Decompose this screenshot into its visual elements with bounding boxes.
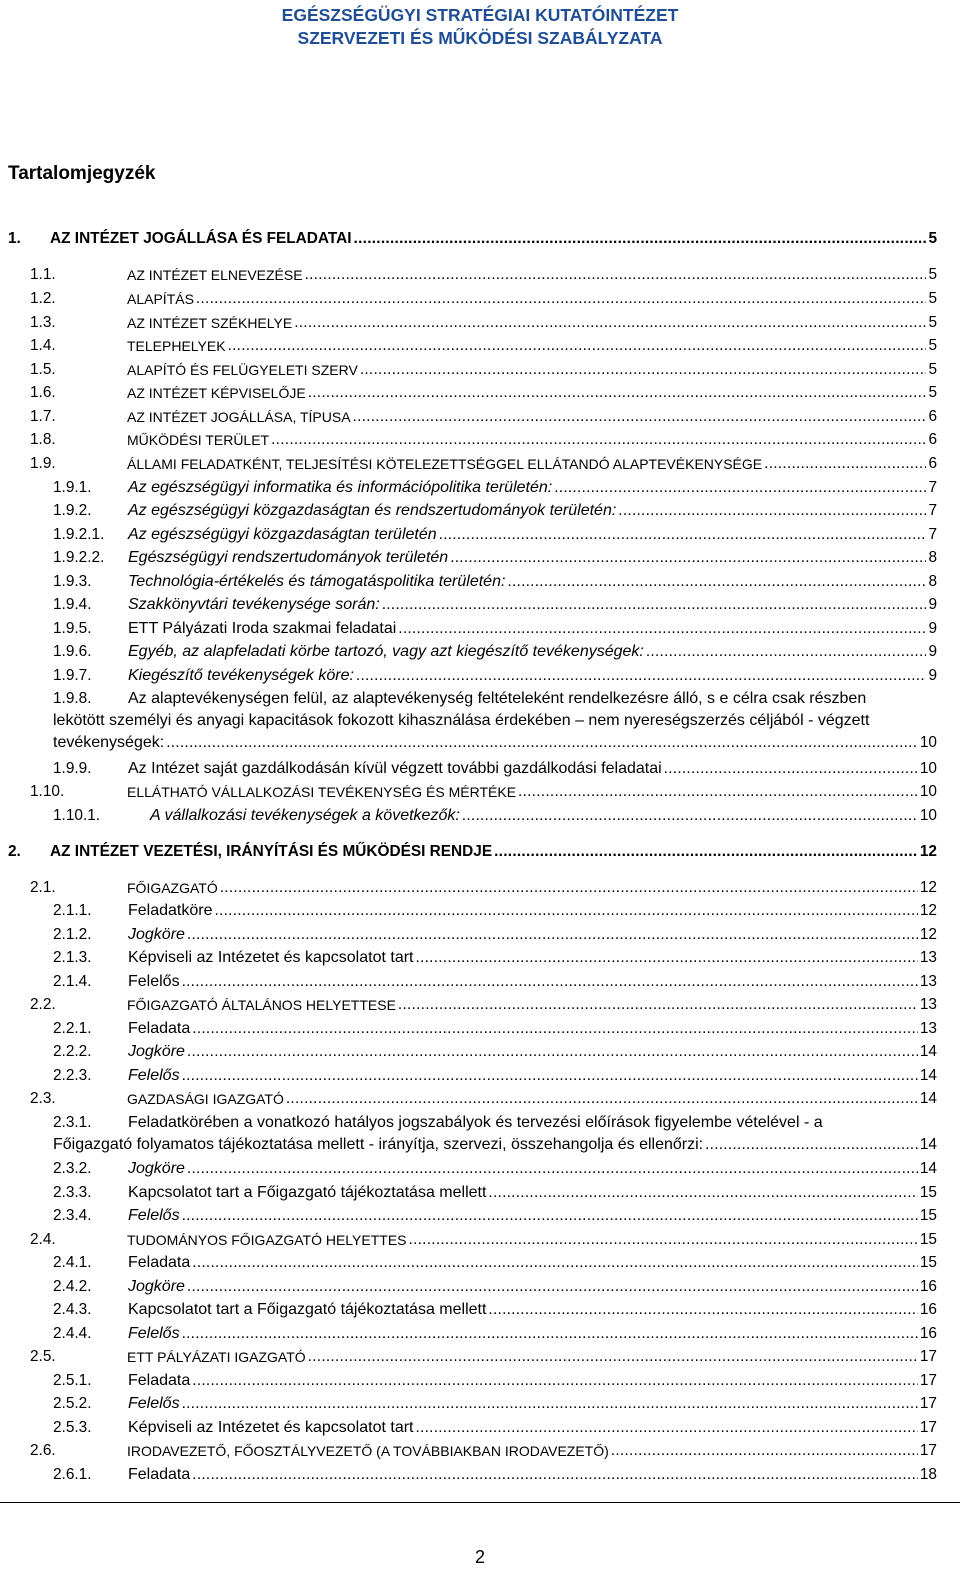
toc-entry-page: 12 — [919, 902, 937, 919]
toc-entry[interactable] — [53, 924, 937, 946]
toc-entry-page: 15 — [919, 1254, 937, 1271]
toc-entry-page: 6 — [928, 408, 937, 425]
toc-entry-page: 10 — [919, 783, 937, 800]
toc-leader-dots — [611, 1440, 918, 1462]
toc-leader-dots — [192, 1252, 918, 1274]
toc-entry-number: 1.1. — [30, 266, 56, 283]
toc-leader-dots — [187, 1041, 918, 1063]
toc-entry[interactable] — [8, 228, 937, 250]
toc-entry-number: 1.9.1. — [53, 479, 92, 496]
toc-entry[interactable] — [30, 264, 937, 286]
toc-entry-number: 1.10.1. — [53, 807, 101, 824]
toc-entry-text: Főigazgató folyamatos tájékoztatása mellett - irányítja, szervezi, összehangolja és ellenőrzi: — [53, 1136, 704, 1153]
toc-entry-page: 13 — [919, 996, 937, 1013]
toc-entry-page: 5 — [928, 290, 937, 307]
toc-entry-text: MŰKÖDÉSI TERÜLET — [127, 432, 270, 448]
toc-entry[interactable] — [30, 382, 937, 404]
page-number: 2 — [474, 1547, 485, 1567]
toc-entry-text: Kiegészítő tevékenységek köre: — [128, 667, 354, 684]
toc-leader-dots — [271, 429, 926, 451]
toc-leader-dots — [228, 335, 927, 357]
toc-entry-number: 2.1. — [30, 879, 56, 896]
toc-leader-dots — [187, 1276, 918, 1298]
toc-leader-dots — [182, 1065, 918, 1087]
toc-entry-text: Technológia-értékelés és támogatáspolitika területén: — [128, 573, 506, 590]
toc-entry-page: 16 — [919, 1325, 937, 1342]
toc-entry-number: 2.1.1. — [53, 902, 92, 919]
toc-entry-number: 2.4.1. — [53, 1254, 92, 1271]
toc-entry-text: Képviseli az Intézetet és kapcsolatot tart — [128, 949, 414, 966]
toc-entry[interactable] — [53, 1464, 937, 1486]
toc-entry-number: 1.9.2. — [53, 502, 92, 519]
toc-entry-number: 2.2.3. — [53, 1067, 92, 1084]
toc-entry-text: Feladata — [128, 1254, 191, 1271]
toc-entry[interactable] — [53, 1252, 937, 1274]
toc-entry-text: Az egészségügyi közgazdaságtan területén — [128, 526, 437, 543]
toc-entry-page: 12 — [919, 879, 937, 896]
toc-entry[interactable] — [53, 947, 937, 969]
toc-leader-dots — [646, 641, 927, 663]
toc-leader-dots — [488, 1182, 917, 1204]
toc-entry-page: 17 — [919, 1419, 937, 1436]
toc-entry-page: 17 — [919, 1442, 937, 1459]
toc-entry[interactable] — [30, 1088, 937, 1110]
toc-entry-page: 15 — [919, 1207, 937, 1224]
toc-entry[interactable] — [53, 524, 937, 546]
toc-entry-number: 1.9.8. — [53, 690, 92, 707]
toc-entry[interactable] — [53, 1158, 937, 1180]
toc-entry-text: Feladata — [128, 1372, 191, 1389]
toc-entry-text: AZ INTÉZET JOGÁLLÁSA ÉS FELADATAI — [50, 230, 352, 247]
toc-entry-page: 7 — [928, 502, 937, 519]
toc-entry-text: Szakkönyvtári tevékenysége során: — [128, 596, 380, 613]
toc-leader-dots — [182, 971, 918, 993]
toc-entry-text: Kapcsolatot tart a Főigazgató tájékoztatása mellett — [128, 1184, 487, 1201]
toc-leader-dots — [220, 877, 918, 899]
toc-entry[interactable] — [53, 1018, 937, 1040]
toc-leader-dots — [705, 1134, 918, 1156]
toc-leader-dots — [196, 288, 927, 310]
toc-leader-dots — [415, 947, 917, 969]
toc-entry-number: 1.3. — [30, 314, 56, 331]
toc-leader-dots — [507, 571, 926, 593]
toc-entry-number: 1.9.2.2. — [53, 549, 105, 566]
toc-entry-text: AZ INTÉZET ELNEVEZÉSE — [127, 267, 303, 283]
toc-entry-page: 18 — [919, 1466, 937, 1483]
toc-entry-page: 10 — [919, 734, 937, 751]
toc-entry-text: Feladatköre — [128, 902, 213, 919]
toc-entry-number: 2.6.1. — [53, 1466, 92, 1483]
header-line-1: EGÉSZSÉGÜGYI STRATÉGIAI KUTATÓINTÉZET — [281, 5, 679, 25]
toc-leader-dots — [166, 732, 918, 754]
toc-entry-number: 2.3.1. — [53, 1114, 92, 1131]
toc-entry[interactable] — [53, 1205, 937, 1227]
toc-entry-page: 9 — [928, 667, 937, 684]
toc-leader-dots — [439, 524, 927, 546]
toc-entry[interactable] — [30, 781, 937, 803]
toc-leader-dots — [187, 924, 918, 946]
toc-entry[interactable] — [53, 1370, 937, 1392]
toc-leader-dots — [518, 781, 918, 803]
toc-entry-page: 9 — [928, 596, 937, 613]
toc-entry[interactable] — [53, 1182, 937, 1204]
toc-entry-text: Jogköre — [128, 926, 185, 943]
toc-entry-page: 5 — [928, 314, 937, 331]
toc-entry[interactable] — [53, 971, 937, 993]
toc-entry-text: Jogköre — [128, 1160, 185, 1177]
toc-entry-number: 1.9.5. — [53, 620, 92, 637]
toc-entry-number: 1.7. — [30, 408, 56, 425]
toc-entry-number: 1.9.6. — [53, 643, 92, 660]
toc-entry-number: 2.1.2. — [53, 926, 92, 943]
toc-entry-number: 1.9.2.1. — [53, 526, 105, 543]
toc-entry[interactable] — [30, 335, 937, 357]
toc-entry-page: 9 — [928, 620, 937, 637]
toc-entry-text: ALAPÍTÁS — [127, 291, 194, 307]
toc-entry-page: 6 — [928, 455, 937, 472]
toc-entry-page: 7 — [928, 526, 937, 543]
toc-entry-text: Képviseli az Intézetet és kapcsolatot tart — [128, 1419, 414, 1436]
footer-divider — [0, 1502, 960, 1503]
toc-entry-text: Felelős — [128, 1325, 180, 1342]
toc-entry-number: 2.2.1. — [53, 1020, 92, 1037]
toc-entry-text: FŐIGAZGATÓ — [127, 880, 218, 896]
toc-entry-text: ALAPÍTÓ ÉS FELÜGYELETI SZERV — [127, 362, 358, 378]
toc-entry[interactable] — [30, 994, 937, 1016]
toc-entry-page: 17 — [919, 1395, 937, 1412]
toc-entry-page: 14 — [919, 1160, 937, 1177]
toc-entry-text: Felelős — [128, 1207, 180, 1224]
toc-entry-page: 10 — [919, 807, 937, 824]
toc-entry-number: 2.3. — [30, 1090, 56, 1107]
toc-leader-dots — [415, 1417, 917, 1439]
toc-entry-text: IRODAVEZETŐ, FŐOSZTÁLYVEZETŐ (A TOVÁBBIAKBAN IRODAVEZETŐ) — [127, 1443, 609, 1459]
toc-leader-dots — [450, 547, 926, 569]
toc-entry[interactable] — [53, 618, 937, 640]
toc-entry-number: 1. — [8, 230, 21, 247]
toc-entry[interactable] — [53, 477, 937, 499]
toc-entry[interactable] — [53, 665, 937, 687]
toc-leader-dots — [182, 1393, 918, 1415]
toc-entry-text: TELEPHELYEK — [127, 338, 226, 354]
toc-entry-number: 1.5. — [30, 361, 56, 378]
toc-entry-page: 14 — [919, 1090, 937, 1107]
toc-entry[interactable] — [53, 1112, 937, 1156]
toc-leader-dots — [398, 618, 926, 640]
toc-entry[interactable] — [53, 547, 937, 569]
toc-entry-text: Az Intézet saját gazdálkodásán kívül végzett további gazdálkodási feladatai — [128, 760, 662, 777]
toc-entry-page: 5 — [928, 384, 937, 401]
toc-entry-page: 12 — [919, 843, 937, 860]
toc-leader-dots — [294, 312, 926, 334]
toc-leader-dots — [409, 1229, 918, 1251]
toc-entry[interactable] — [53, 1393, 937, 1415]
toc-entry-text: ETT PÁLYÁZATI IGAZGATÓ — [127, 1349, 306, 1365]
toc-leader-dots — [462, 805, 918, 827]
toc-entry-number: 2.4.4. — [53, 1325, 92, 1342]
toc-entry[interactable] — [53, 641, 937, 663]
toc-entry-page: 17 — [919, 1372, 937, 1389]
toc-leader-dots — [286, 1088, 918, 1110]
toc-entry-text: ÁLLAMI FELADATKÉNT, TELJESÍTÉSI KÖTELEZETTSÉGGEL ELLÁTANDÓ ALAPTEVÉKENYSÉGE — [127, 456, 763, 472]
toc-leader-dots — [192, 1370, 918, 1392]
toc-entry-number: 1.6. — [30, 384, 56, 401]
toc-entry-text: Felelős — [128, 1067, 180, 1084]
toc-entry[interactable] — [53, 571, 937, 593]
toc-leader-dots — [356, 665, 927, 687]
toc-entry-page: 12 — [919, 926, 937, 943]
toc-entry-page: 16 — [919, 1301, 937, 1318]
toc-leader-dots — [354, 228, 927, 250]
toc-entry-number: 1.2. — [30, 290, 56, 307]
toc-entry[interactable] — [53, 1323, 937, 1345]
toc-entry-number: 1.9.7. — [53, 667, 92, 684]
toc-entry[interactable] — [30, 1229, 937, 1251]
toc-entry[interactable] — [30, 1346, 937, 1368]
toc-entry-page: 8 — [928, 573, 937, 590]
toc-entry-text: Az alaptevékenységen felül, az alaptevékenység feltételeként rendelkezésre álló, s e célra csak részben — [128, 690, 867, 707]
toc-entry-text: Egyéb, az alapfeladati körbe tartozó, vagy azt kiegészítő tevékenységek: — [128, 643, 644, 660]
toc-entry-page: 8 — [928, 549, 937, 566]
toc-entry-number: 2.4.3. — [53, 1301, 92, 1318]
toc-entry-text: Az egészségügyi közgazdaságtan és rendszertudományok területén: — [128, 502, 617, 519]
toc-entry-number: 1.10. — [30, 783, 65, 800]
toc-entry[interactable] — [53, 594, 937, 616]
toc-entry-number: 2.6. — [30, 1442, 56, 1459]
toc-entry-number: 1.4. — [30, 337, 56, 354]
toc-entry-text: FŐIGAZGATÓ ÁLTALÁNOS HELYETTESE — [127, 997, 396, 1013]
toc-entry-number: 2.1.4. — [53, 973, 92, 990]
toc-entry-number: 2.5.1. — [53, 1372, 92, 1389]
toc-entry-text: TUDOMÁNYOS FŐIGAZGATÓ HELYETTES — [127, 1232, 407, 1248]
toc-entry-text: AZ INTÉZET SZÉKHELYE — [127, 315, 293, 331]
toc-entry[interactable] — [30, 288, 937, 310]
toc-entry-text: Jogköre — [128, 1278, 185, 1295]
toc-entry-number: 2.5.3. — [53, 1419, 92, 1436]
toc-entry-text: Egészségügyi rendszertudományok területén — [128, 549, 449, 566]
toc-leader-dots — [488, 1299, 917, 1321]
toc-entry-text: Felelős — [128, 1395, 180, 1412]
toc-entry-text: ELLÁTHATÓ VÁLLALKOZÁSI TEVÉKENYSÉG ÉS MÉRTÉKE — [127, 784, 517, 800]
toc-entry[interactable] — [53, 1065, 937, 1087]
toc-entry[interactable] — [30, 312, 937, 334]
toc-leader-dots — [308, 1346, 918, 1368]
toc-entry[interactable] — [53, 900, 937, 922]
toc-leader-dots — [618, 500, 926, 522]
toc-entry-text: Feladata — [128, 1020, 191, 1037]
toc-entry-text: Feladata — [128, 1466, 191, 1483]
toc-entry-page: 5 — [928, 337, 937, 354]
toc-entry-text: GAZDASÁGI IGAZGATÓ — [127, 1091, 284, 1107]
toc-entry-text: tevékenységek: — [53, 734, 165, 751]
toc-entry[interactable] — [53, 1041, 937, 1063]
toc-leader-dots — [398, 994, 918, 1016]
toc-entry-number: 2.3.3. — [53, 1184, 92, 1201]
toc-leader-dots — [182, 1205, 918, 1227]
toc-title: Tartalomjegyzék — [8, 163, 156, 184]
toc-entry-number: 1.9.4. — [53, 596, 92, 613]
toc-leader-dots — [494, 841, 918, 863]
toc-entry[interactable] — [30, 1440, 937, 1462]
toc-leader-dots — [664, 758, 918, 780]
toc-entry[interactable] — [30, 429, 937, 451]
toc-entry-text: AZ INTÉZET VEZETÉSI, IRÁNYÍTÁSI ÉS MŰKÖDÉSI RENDJE — [50, 843, 493, 860]
toc-leader-dots — [353, 406, 927, 428]
toc-entry[interactable] — [30, 453, 937, 475]
toc-entry-number: 2.5. — [30, 1348, 56, 1365]
toc-entry[interactable] — [30, 359, 937, 381]
toc-entry-text: lekötött személyi és anyagi kapacitások fokozott kihasználása érdekében – nem nyereségszerzés céljából - végzett — [53, 712, 870, 729]
toc-entry-page: 14 — [919, 1043, 937, 1060]
toc-entry-page: 10 — [919, 760, 937, 777]
toc-entry-number: 2.3.4. — [53, 1207, 92, 1224]
toc-entry-number: 2.1.3. — [53, 949, 92, 966]
toc-entry-page: 14 — [919, 1067, 937, 1084]
toc-entry-number: 2.5.2. — [53, 1395, 92, 1412]
toc-entry-number: 2.4. — [30, 1231, 56, 1248]
toc-entry-number: 1.9.3. — [53, 573, 92, 590]
toc-entry-page: 13 — [919, 949, 937, 966]
toc-entry-page: 9 — [928, 643, 937, 660]
toc-entry-number: 1.8. — [30, 431, 56, 448]
toc-entry[interactable] — [53, 1417, 937, 1439]
toc-leader-dots — [554, 477, 926, 499]
toc-entry-text: Az egészségügyi informatika és információpolitika területén: — [128, 479, 553, 496]
toc-entry-page: 5 — [928, 230, 937, 247]
toc-entry[interactable] — [53, 758, 937, 780]
toc-entry-number: 2.4.2. — [53, 1278, 92, 1295]
toc-entry-number: 1.9.9. — [53, 760, 92, 777]
toc-leader-dots — [182, 1323, 918, 1345]
toc-entry-text: ETT Pályázati Iroda szakmai feladatai — [128, 620, 397, 637]
toc-entry-page: 17 — [919, 1348, 937, 1365]
toc-entry[interactable] — [53, 805, 937, 827]
toc-entry-text: Feladatkörében a vonatkozó hatályos jogszabályok és tervezési előírások figyelembe vételével - a — [128, 1114, 823, 1131]
toc-entry[interactable] — [30, 877, 937, 899]
toc-leader-dots — [764, 453, 926, 475]
toc-entry-page: 13 — [919, 1020, 937, 1037]
toc-entry-page: 15 — [919, 1231, 937, 1248]
toc-entry-text: Jogköre — [128, 1043, 185, 1060]
toc-entry[interactable] — [8, 841, 937, 863]
toc-entry-page: 6 — [928, 431, 937, 448]
toc-leader-dots — [215, 900, 918, 922]
toc-entry-text: AZ INTÉZET JOGÁLLÁSA, TÍPUSA — [127, 409, 351, 425]
toc-entry-page: 5 — [928, 266, 937, 283]
toc-leader-dots — [187, 1158, 918, 1180]
toc-entry-page: 13 — [919, 973, 937, 990]
toc-entry[interactable] — [53, 500, 937, 522]
toc-entry[interactable] — [30, 406, 937, 428]
toc-leader-dots — [305, 264, 927, 286]
toc-leader-dots — [382, 594, 927, 616]
toc-entry[interactable] — [53, 1276, 937, 1298]
toc-entry-number: 1.9. — [30, 455, 56, 472]
toc-entry-text: Kapcsolatot tart a Főigazgató tájékoztatása mellett — [128, 1301, 487, 1318]
toc-entry-number: 2.2.2. — [53, 1043, 92, 1060]
toc-leader-dots — [308, 382, 927, 404]
toc-entry[interactable] — [53, 1299, 937, 1321]
toc-entry-page: 5 — [928, 361, 937, 378]
toc-entry-number: 2. — [8, 843, 21, 860]
toc-leader-dots — [360, 359, 927, 381]
toc-entry-page: 7 — [928, 479, 937, 496]
toc-entry-page: 15 — [919, 1184, 937, 1201]
toc-leader-dots — [192, 1018, 918, 1040]
header-line-2: SZERVEZETI ÉS MŰKÖDÉSI SZABÁLYZATA — [297, 28, 663, 48]
toc-entry-page: 14 — [919, 1136, 937, 1153]
toc-entry-text: AZ INTÉZET KÉPVISELŐJE — [127, 385, 306, 401]
toc-entry-text: Felelős — [128, 973, 180, 990]
toc-entry-page: 16 — [919, 1278, 937, 1295]
toc-entry-number: 2.3.2. — [53, 1160, 92, 1177]
toc-entry-text: A vállalkozási tevékenységek a következők: — [150, 807, 460, 824]
toc-entry[interactable] — [53, 688, 937, 754]
toc-leader-dots — [192, 1464, 918, 1486]
toc-entry-number: 2.2. — [30, 996, 56, 1013]
